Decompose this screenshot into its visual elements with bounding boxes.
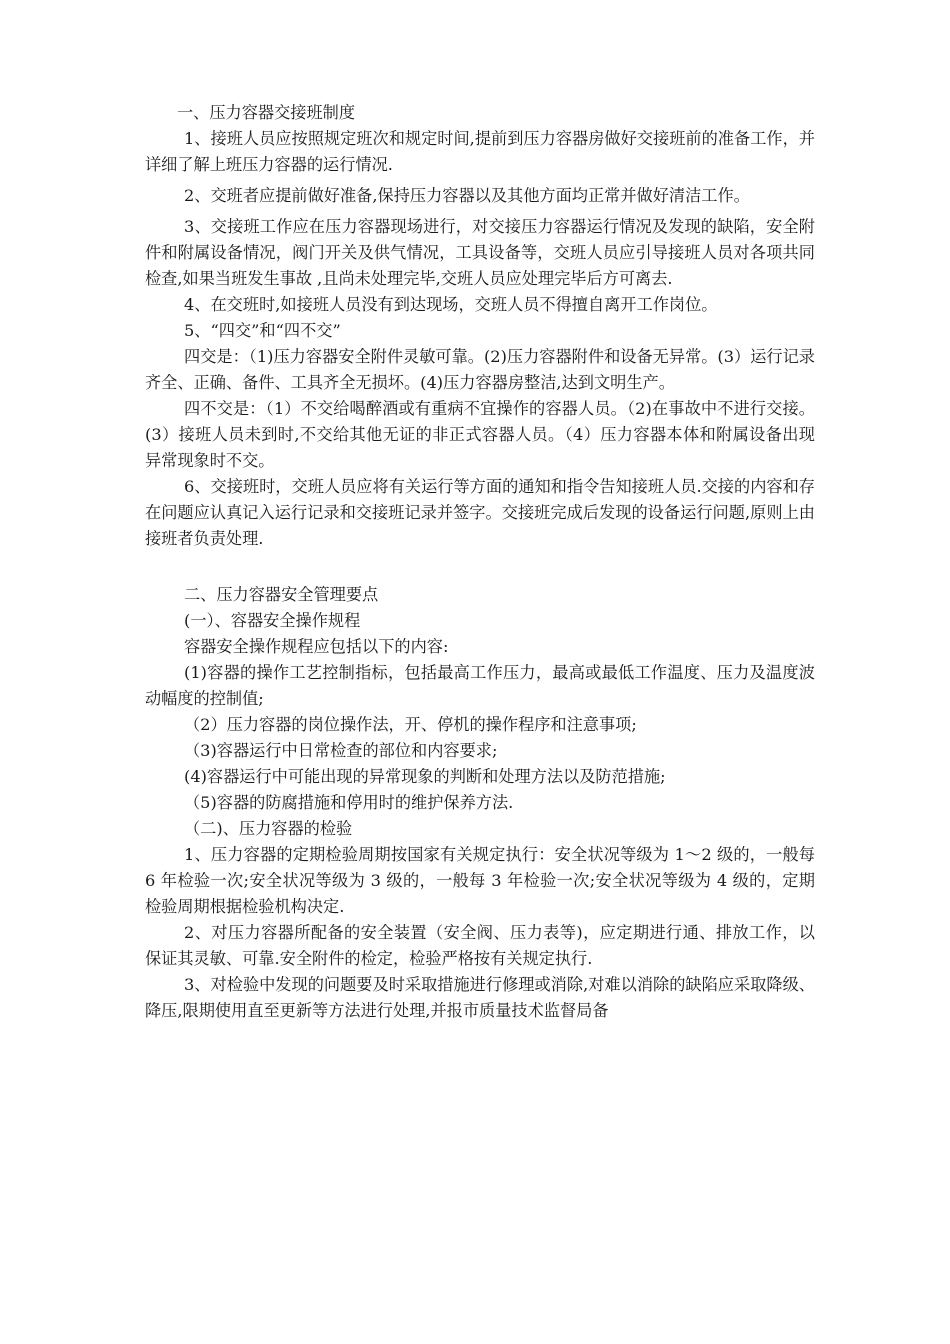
- section-1-item-3: 3、交接班工作应在压力容器现场进行，对交接压力容器运行情况及发现的缺陷，安全附件和附属设备情况，阀门开关及供气情况，工具设备等，交班人员应引导接班人员对各项共同检查,如果当班发生事故 ,且尚未处理完毕,交班人员应处理完毕后方可离去.: [145, 217, 815, 288]
- section-1-four-no-handover: 四不交是：（1）不交给喝醉酒或有重病不宜操作的容器人员。（2)在事故中不进行交接。(3）接班人员未到时,不交给其他无证的非正式容器人员。（4）压力容器本体和附属设备出现异常现象时不交。: [145, 399, 815, 470]
- subsection-1-item-1: (1)容器的操作工艺控制指标，包括最高工作压力，最高或最低工作温度、压力及温度波动幅度的控制值;: [145, 663, 815, 708]
- subsection-2-title: （二)、压力容器的检验: [184, 819, 353, 838]
- section-1-item-5: 5、“四交”和“四不交”: [184, 321, 341, 340]
- subsection-1-item-4: (4)容器运行中可能出现的异常现象的判断和处理方法以及防范措施;: [184, 767, 666, 786]
- section-1-four-handover: 四交是：（1)压力容器安全附件灵敏可靠。(2)压力容器附件和设备无异常。(3）运行记录齐全、正确、备件、工具齐全无损坏。(4)压力容器房整洁,达到文明生产。: [145, 347, 815, 392]
- subsection-1-item-2: （2）压力容器的岗位操作法，开、停机的操作程序和注意事项;: [184, 715, 637, 734]
- section-1-title: 一、压力容器交接班制度: [177, 103, 356, 122]
- subsection-1-title: (一）、容器安全操作规程: [184, 611, 361, 630]
- subsection-1-intro: 容器安全操作规程应包括以下的内容:: [184, 637, 449, 656]
- section-2-title: 二、压力容器安全管理要点: [184, 585, 379, 604]
- section-1-item-4: 4、在交班时,如接班人员没有到达现场，交班人员不得擅自离开工作岗位。: [184, 295, 718, 314]
- subsection-2-item-1: 1、压力容器的定期检验周期按国家有关规定执行：安全状况等级为 1～2 级的，一般每 6 年检验一次;安全状况等级为 3 级的，一般每 3 年检验一次;安全状况等级为 4 级的，定期检验周期根据检验机构决定.: [145, 845, 815, 916]
- subsection-2-item-2: 2、对压力容器所配备的安全装置（安全阀、压力表等)，应定期进行通、排放工作，以保证其灵敏、可靠.安全附件的检定，检验严格按有关规定执行.: [145, 923, 815, 968]
- subsection-1-item-5: （5)容器的防腐措施和停用时的维护保养方法.: [184, 793, 514, 812]
- section-1-item-2: 2、交班者应提前做好准备,保持压力容器以及其他方面均正常并做好清洁工作。: [184, 186, 750, 205]
- document-body: [145, 100, 815, 1024]
- section-1-item-6: 6、交接班时，交班人员应将有关运行等方面的通知和指令告知接班人员.交接的内容和存在问题应认真记入运行记录和交接班记录并签字。交接班完成后发现的设备运行问题,原则上由接班者负责处理.: [145, 477, 815, 548]
- subsection-2-item-3: 3、对检验中发现的问题要及时采取措施进行修理或消除,对难以消除的缺陷应采取降级、降压,限期使用直至更新等方法进行处理,并报市质量技术监督局备: [145, 975, 815, 1020]
- subsection-1-item-3: （3)容器运行中日常检查的部位和内容要求;: [184, 741, 498, 760]
- section-1-item-1: 1、接班人员应按照规定班次和规定时间,提前到压力容器房做好交接班前的准备工作，并详细了解上班压力容器的运行情况.: [145, 129, 815, 174]
